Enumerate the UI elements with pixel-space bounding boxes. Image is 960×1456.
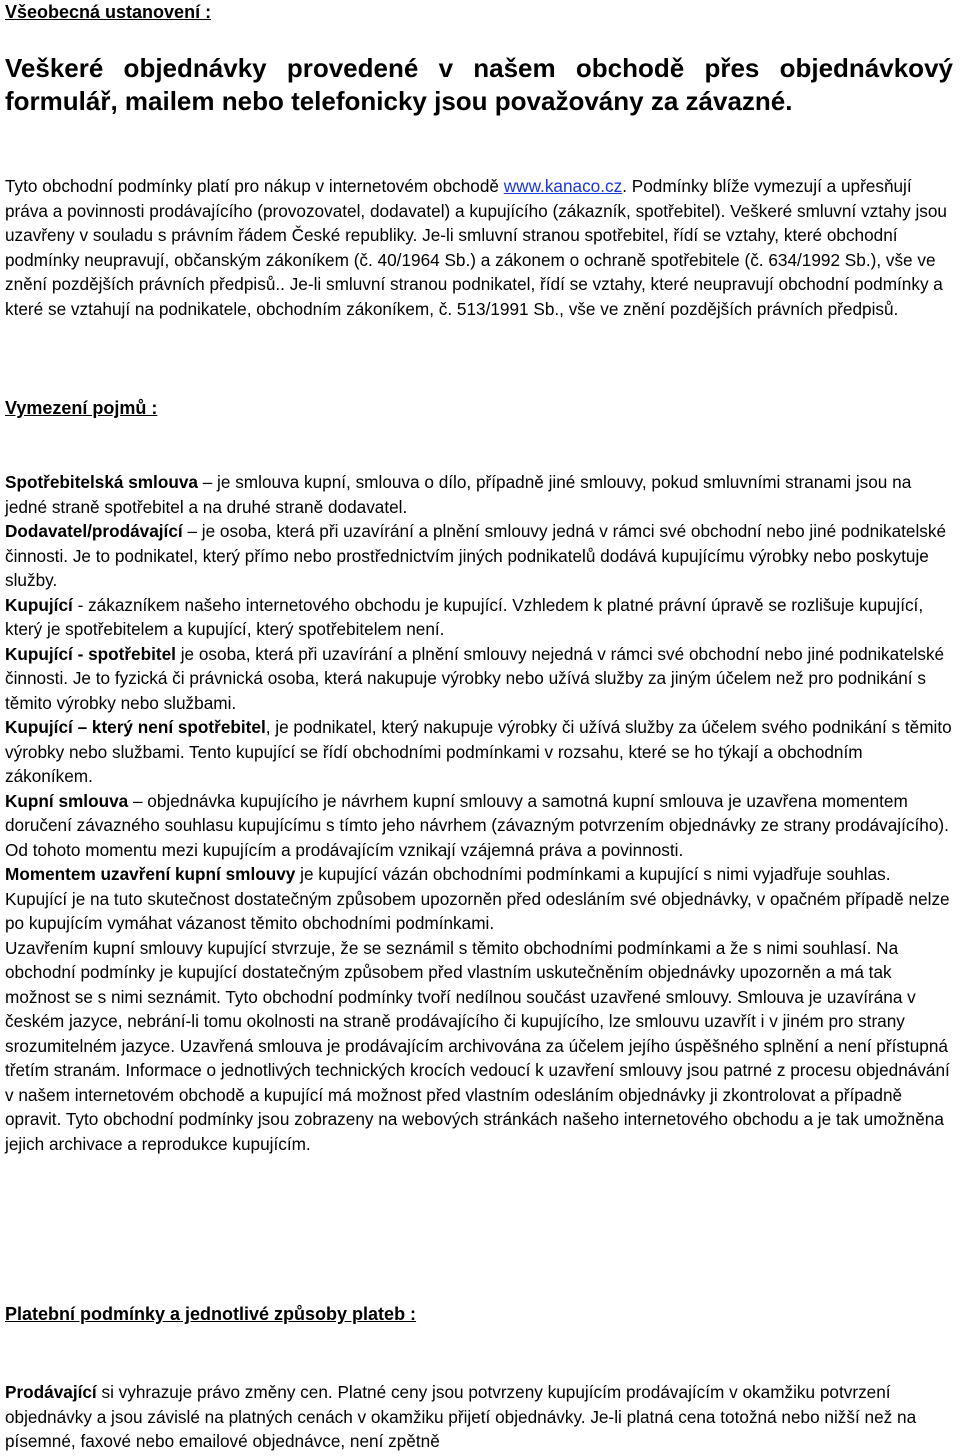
definition-text: – je osoba, která při uzavírání a plnění smlouvy jedná v rámci své obchodní nebo jiné podnikatelské činnosti. Je to podnikatel, který přímo nebo prostřednictvím jiných podnikatelů dodává kupujícímu výrobky nebo poskytuje služby.: [5, 521, 947, 590]
definition-item: [5, 862, 955, 936]
definition-item: [5, 936, 955, 1157]
definition-term: Kupní smlouva: [5, 790, 129, 811]
payment-term: Prodávající: [5, 1382, 97, 1402]
definition-item: [5, 519, 955, 593]
definition-item: [5, 593, 955, 642]
intro-text-rest: . Podmínky blíže vymezují a upřesňují práva a povinnosti prodávajícího (provozovatel, dodavatel) a kupujícího (zákazník, spotřebitel). Veškeré smluvní vztahy jsou uzavřeny v souladu s právním řádem České republiky. Je-li smluvní stranou spotřebitel, řídí se vztahy, které obchodní podmínky neupravují, občanským zákoníkem (č. 40/1964 Sb.) a zákonem o ochraně spotřebitele (č. 634/1992 Sb.), vše ve znění pozdějších právních předpisů.. Je-li smluvní stranou podnikatel, řídí se vztahy, které neupravují obchodní podmínky a které se vztahují na podnikatele, obchodním zákoníkem, č. 513/1991 Sb., vše ve znění pozdějších právních předpisů.: [5, 176, 947, 319]
definition-text: , je podnikatel, který nakupuje výrobky či užívá služby za účelem svého podnikání s těmito výrobky nebo službami. Tento kupující se řídí obchodními podmínkami v rozsahu, které se ho týkají a obchodním zákoníkem.: [5, 717, 952, 786]
definition-term: Spotřebitelská smlouva: [5, 472, 198, 492]
heading-general: Všeobecná ustanovení :: [5, 2, 212, 22]
definition-term: Dodavatel/prodávající: [5, 521, 183, 541]
heading-payment: Platební podmínky a jednotlivé způsoby plateb :: [5, 1304, 417, 1324]
definitions-list: [5, 470, 955, 1156]
definition-text: je kupující vázán obchodními podmínkami a kupující s nimi vyjadřuje souhlas. Kupující je na tuto skutečnost dostatečným způsobem upozorněn před odesláním své objednávky, v opačném případě nelze po kupujícím vymáhat vázanost těmito obchodními podmínkami.: [5, 864, 950, 933]
intro-text-start: Tyto obchodní podmínky platí pro nákup v internetovém obchodě: [5, 176, 504, 196]
definition-text: - zákazníkem našeho internetového obchodu je kupující. Vzhledem k platné právní úpravě se rozlišuje kupující, který je spotřebitelem a kupující, který spotřebitelem není.: [5, 594, 924, 639]
definition-text: Uzavřením kupní smlouvy kupující stvrzuje, že se seznámil s těmito obchodními podmínkami a že s nimi souhlasí. Na obchodní podmínky je kupující dostatečným způsobem před vlastním uskutečněním objednávky upozorněn a má tak možnost se s nimi seznámit. Tyto obchodní podmínky tvoří nedílnou součást uzavřené smlouvy. Smlouva je uzavírána v českém jazyce, nebrání-li tomu okolnosti na straně prodávajícího či kupujícího, lze smlouvu uzavřít i v jiném pro strany srozumitelném jazyce. Uzavřená smlouva je prodávajícím archivována za účelem jejího úspěšného splnění a není přístupná třetím stranám. Informace o jednotlivých technických krocích vedoucí k uzavření smlouvy jsou patrné z procesu objednávání v našem internetovém obchodě a kupující má možnost před vlastním odesláním objednávky ji zkontrolovat a případně opravit. Tyto obchodní podmínky jsou zobrazeny na webových stránkách našeho internetového obchodu a je tak umožněna jejich archivace a reprodukce kupujícím.: [5, 937, 950, 1154]
definition-text: – objednávka kupujícího je návrhem kupní smlouvy a samotná kupní smlouva je uzavřena momentem doručení závazného souhlasu kupujícímu s tímto jeho návrhem (závazným potvrzením objednávky ze strany prodávajícího). Od tohoto momentu mezi kupujícím a prodávajícím vznikají vzájemná práva a povinnosti.: [5, 790, 949, 860]
heading-definitions: Vymezení pojmů :: [5, 398, 158, 418]
payment-paragraph: [5, 1380, 955, 1454]
definition-text: – je smlouva kupní, smlouva o dílo, případně jiné smlouvy, pokud smluvními stranami jsou na jedné straně spotřebitel a na druhé straně dodavatel.: [5, 472, 912, 517]
definition-item: [5, 715, 955, 789]
definition-item: [5, 789, 955, 863]
definition-item: [5, 470, 955, 519]
definition-term: Kupující – který není spotřebitel: [5, 717, 266, 737]
definition-text: je osoba, která při uzavírání a plnění smlouvy nejedná v rámci své obchodní nebo jiné podnikatelské činnosti. Je to fyzická či právnická osoba, která nakupuje výrobky nebo užívá služby za jiným účelem než pro podnikání s těmito výrobky nebo službami.: [5, 643, 945, 713]
lead-statement: Veškeré objednávky provedené v našem obchodě přes objednávkový formulář, mailem nebo telefonicky jsou považovány za závazné.: [5, 53, 953, 116]
payment-text: si vyhrazuje právo změny cen. Platné ceny jsou potvrzeny kupujícím prodávajícím v okamžiku potvrzení objednávky a jsou závislé na platných cenách v okamžiku přijetí objednávky. Je-li platná cena totožná nebo nižší než na písemné, faxové nebo emailové objednávce, není zpětně: [5, 1382, 917, 1451]
shop-link[interactable]: www.kanaco.cz: [503, 176, 623, 196]
definition-term: Kupující - spotřebitel: [5, 643, 176, 664]
definition-item: [5, 642, 955, 716]
definition-term: Momentem uzavření kupní smlouvy: [5, 864, 296, 884]
definition-term: Kupující: [5, 594, 73, 615]
intro-paragraph: [5, 174, 955, 321]
